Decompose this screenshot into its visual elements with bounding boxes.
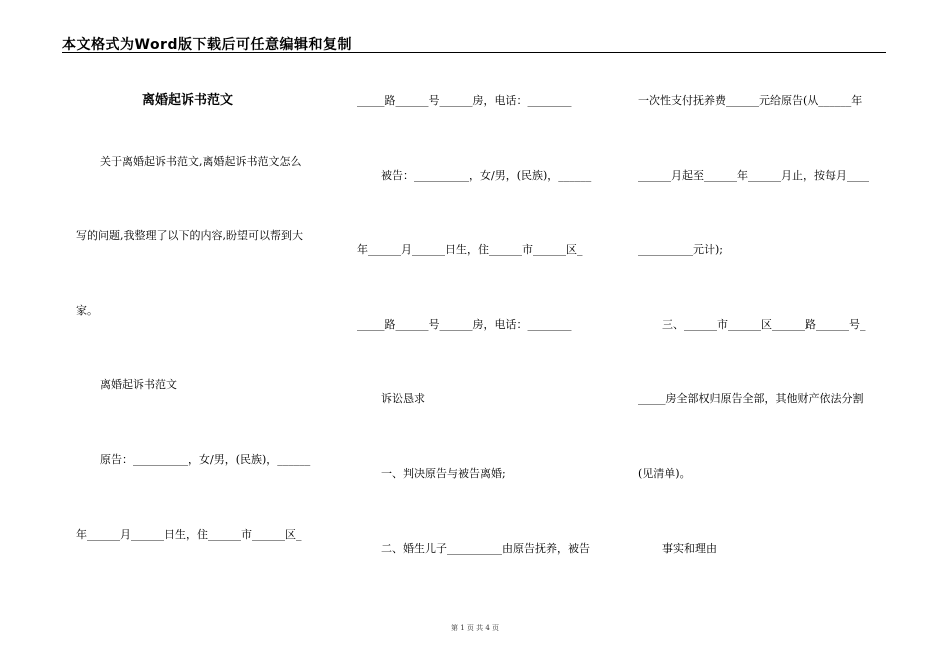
document-header-title: 本文格式为Word版下载后可任意编辑和复制	[62, 37, 352, 53]
paragraph-line: ______月起至______年______月止，按每月____	[638, 169, 869, 182]
paragraph-line: 家。	[76, 304, 98, 317]
paragraph-line: 离婚起诉书范文	[100, 378, 177, 391]
paragraph-line: 三、______市______区______路______号_	[662, 318, 866, 331]
paragraph-line: 一次性支付抚养费______元给原告(从______年	[638, 94, 863, 107]
page-number: 第 1 页 共 4 页	[450, 624, 500, 632]
paragraph-line: 年______月______日生，住______市______区_	[76, 528, 302, 541]
paragraph-line: 被告：__________，女/男，(民族)，______	[381, 169, 592, 182]
paragraph-line: _____路______号______房，电话：________	[357, 318, 572, 331]
text-column-3	[638, 0, 888, 600]
paragraph-line: 年______月______日生，住______市______区_	[357, 243, 583, 256]
paragraph-line: 写的问题,我整理了以下的内容,盼望可以帮到大	[76, 229, 303, 242]
paragraph-line: _____房全部权归原告全部，其他财产依法分割	[638, 392, 864, 405]
paragraph-line: (见清单)。	[638, 467, 691, 480]
paragraph-line: _____路______号______房，电话：________	[357, 94, 572, 107]
paragraph-line: 原告：__________，女/男，(民族)，______	[100, 453, 311, 466]
paragraph-line: __________元计);	[638, 243, 723, 256]
text-column-2	[357, 0, 607, 600]
paragraph-line: 二、婚生儿子__________由原告抚养，被告	[381, 542, 590, 555]
document-title: 离婚起诉书范文	[142, 93, 234, 108]
text-column-1	[76, 0, 326, 600]
paragraph-line: 事实和理由	[662, 542, 717, 555]
paragraph-line: 一、判决原告与被告离婚;	[381, 467, 506, 480]
paragraph-line: 诉讼恳求	[381, 392, 425, 405]
paragraph-line: 关于离婚起诉书范文,离婚起诉书范文怎么	[100, 155, 302, 168]
